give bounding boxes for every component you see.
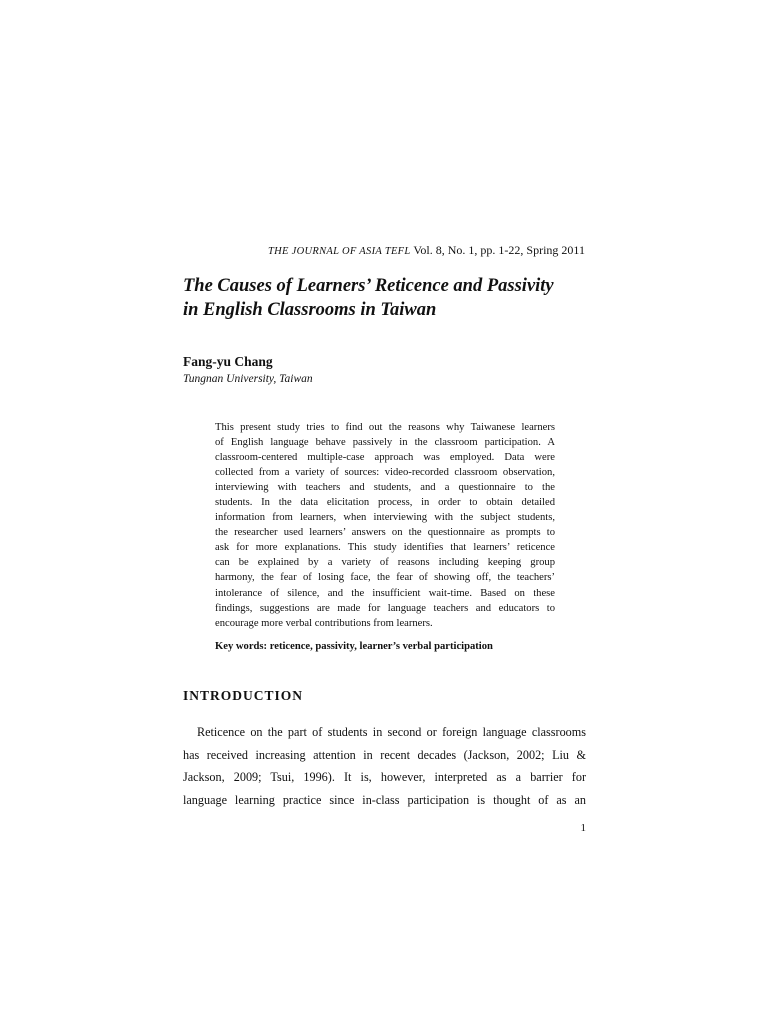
abstract-line: the researcher used learners’ answers on the questionnaire as prompts to — [215, 527, 555, 539]
abstract-line: collected from a variety of sources: video-recorded classroom observation, — [215, 467, 555, 479]
body-line: language learning practice since in-class participation is thought of as an — [183, 792, 586, 807]
abstract-line: classroom-centered multiple-case approach was employed. Data were — [215, 452, 555, 464]
abstract-line: findings, suggestions are made for language teachers and educators to — [215, 602, 555, 614]
abstract-line: of English language behave passively in the classroom participation. A — [215, 437, 555, 449]
article-title-line-1: The Causes of Learners’ Reticence and Passivity — [183, 276, 554, 296]
abstract-line: students. In the data elicitation process, in order to obtain detailed — [215, 497, 555, 509]
keywords: Key words: reticence, passivity, learner’s verbal participation — [215, 641, 493, 652]
body-line: Reticence on the part of students in second or foreign language classrooms — [197, 725, 586, 739]
journal-name: THE JOURNAL OF ASIA TEFL — [267, 246, 411, 257]
page-number: 1 — [580, 822, 586, 834]
journal-citation-header — [268, 243, 585, 258]
abstract-line: harmony, the fear of losing face, the fear of showing off, the teachers’ — [215, 572, 555, 584]
abstract-line: This present study tries to find out the reasons why Taiwanese learners — [215, 422, 555, 433]
abstract-line: ask for more explanations. This study identifies that learners’ reticence — [215, 542, 555, 554]
abstract-line: encourage more verbal contributions from learners. — [215, 617, 433, 629]
article-title-line-2: in English Classrooms in Taiwan — [183, 300, 437, 320]
body-line: Jackson, 2009; Tsui, 1996). It is, however, interpreted as a barrier for — [183, 770, 586, 784]
introduction-paragraph — [183, 721, 586, 811]
section-heading-introduction: INTRODUCTION — [183, 688, 304, 703]
article-title — [183, 274, 603, 322]
abstract — [215, 420, 555, 631]
abstract-line: interviewing with teachers and students, and a questionnaire to the — [215, 482, 555, 494]
abstract-line: intolerance of silence, and the insufficient wait-time. Based on these — [215, 587, 555, 599]
body-line: has received increasing attention in recent decades (Jackson, 2002; Liu & — [183, 747, 586, 762]
abstract-line: can be explained by a variety of reasons including keeping group — [215, 557, 555, 569]
author-affiliation: Tungnan University, Taiwan — [183, 373, 313, 385]
abstract-line: information from learners, when interviewing with the subject students, — [215, 512, 555, 524]
author-name: Fang-yu Chang — [183, 354, 273, 369]
journal-volume-info: Vol. 8, No. 1, pp. 1-22, Spring 2011 — [410, 243, 585, 257]
